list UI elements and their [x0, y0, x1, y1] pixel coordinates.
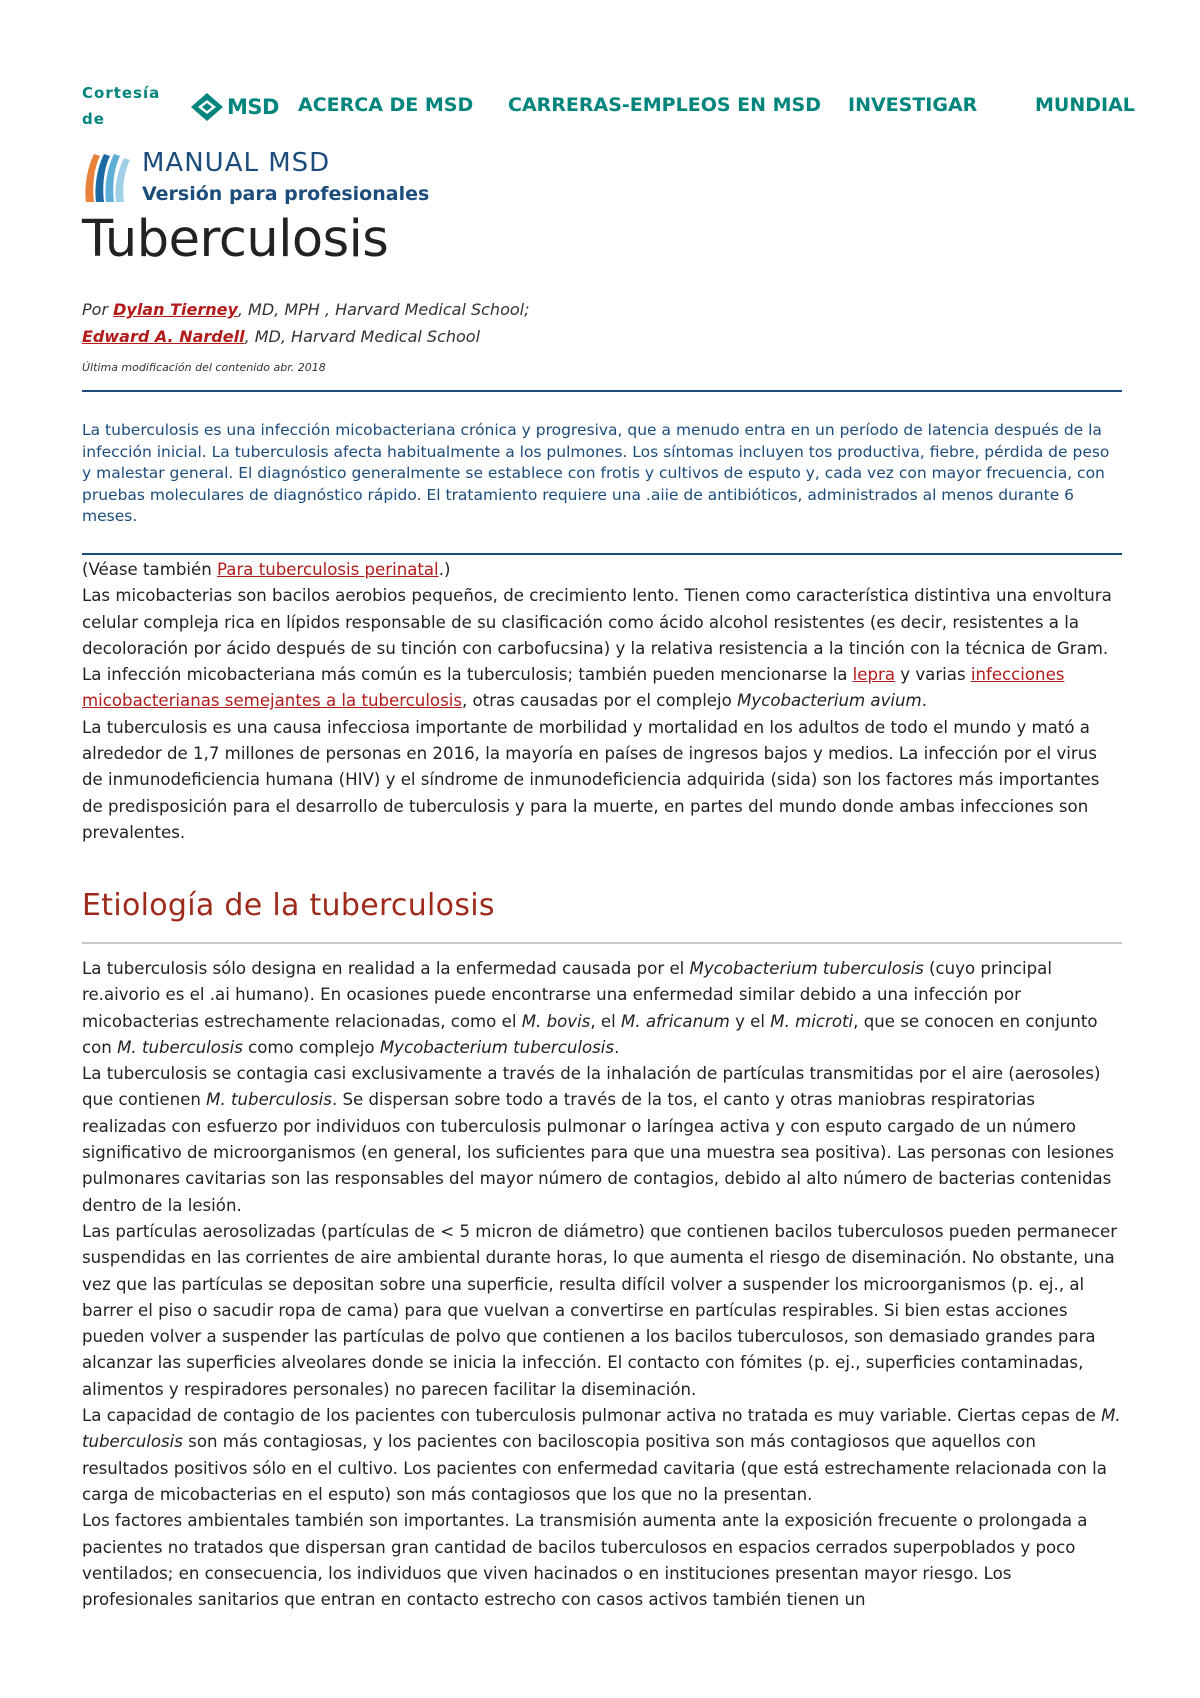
nav-mundial[interactable]: MUNDIAL: [1035, 94, 1135, 116]
text-span: son más contagiosas, y los pacientes con baciloscopia positiva son más contagiosos que aquellos con resultados positivos sólo en el cultivo. Los pacientes con enfermedad cavitaria (que está estrechamente relacionada con la carga de micobacterias en el esputo) son más contagiosos que los que no la presentan.: [82, 1432, 1107, 1504]
text-span: (cuyo principal re.aivorio es el .ai humano). En ocasiones puede encontrarse una enfermedad similar debido a una infección por micobacterias estrechamente relacionadas, como el: [82, 959, 1052, 1031]
text-span: y varias: [894, 665, 971, 685]
paragraph-etiology-1: [82, 956, 1122, 1061]
section-title-etiology: Etiología de la tuberculosis: [82, 888, 495, 923]
text-span: . Se dispersan sobre todo a través de la tos, el canto y otras maniobras respiratorias realizadas con esfuerzo por individuos con tuberculosis pulmonar o laríngea activa y con esputo cargado de un número significativo de microorganismos (en general, los suficientes para que una muestra sea positiva). Las personas con lesiones pulmonares cavitarias son las responsables del mayor número de contagios, debido al alto número de bacterias contenidas dentro de la lesión.: [82, 1090, 1115, 1215]
paragraph-epidemiology: La tuberculosis es una causa infecciosa importante de morbilidad y mortalidad en los adultos de todo el mundo y mató a alrededor de 1,7 millones de personas en 2016, la mayoría en países de ingresos bajos y medios. La infección por el virus de inmunodeficiencia humana (HIV) y el síndrome de inmunodeficiencia adquirida (sida) son los factores más importantes de predisposición para el desarrollo de tuberculosis y para la muerte, en partes del mundo donde ambas infecciones son prevalentes.: [82, 717, 1100, 842]
species-name: M. microti: [770, 1011, 854, 1031]
intro-body: [82, 557, 1122, 846]
author-link-nardell[interactable]: Edward A. Nardell: [82, 327, 245, 346]
page-title: Tuberculosis: [82, 210, 389, 269]
author-line-2: [82, 323, 529, 350]
species-name: M. bovis: [521, 1011, 591, 1031]
top-nav: [82, 80, 1135, 136]
author-link-tierney[interactable]: Dylan Tierney: [113, 300, 238, 319]
species-name: M. tuberculosis: [117, 1037, 243, 1057]
courtesy-line-1: Cortesía: [82, 84, 161, 102]
author-line-1: [82, 296, 529, 323]
authors: [82, 296, 529, 350]
see-also-prefix: (Véase también: [82, 560, 218, 579]
manual-subtitle: Versión para profesionales: [142, 183, 430, 205]
text-span: .: [614, 1037, 620, 1057]
nav-investigar[interactable]: INVESTIGAR: [848, 94, 978, 116]
nav-carreras-empleos[interactable]: CARRERAS-EMPLEOS EN MSD: [508, 94, 821, 116]
manual-msd-header[interactable]: [82, 140, 582, 206]
paragraph-etiology-4: [82, 1403, 1122, 1508]
author2-affiliation: , MD, Harvard Medical School: [244, 327, 481, 346]
text-span: y el: [729, 1011, 771, 1031]
manual-brand: MANUAL MSD: [142, 148, 331, 178]
species-name: M. tuberculosis: [82, 1406, 1121, 1452]
summary-abstract: La tuberculosis es una infección micobacteriana crónica y progresiva, que a menudo entra en un período de latencia después de la infección inicial. La tuberculosis afecta habitualmente a los pulmones. Los síntomas incluyen tos productiva, fiebre, pérdida de peso y malestar general. El diagnóstico generalmente se establece con frotis y cultivos de esputo y, cada vez con mayor frecuencia, con pruebas moleculares de diagnóstico rápido. El tratamiento requiere una .aiie de antibióticos, administrados al menos durante 6 meses.: [82, 421, 1110, 525]
see-also-line: [82, 557, 1122, 583]
text-span: .: [921, 691, 927, 711]
text-span: La tuberculosis se contagia casi exclusivamente a través de la inhalación de partículas transmitidas por el aire (aerosoles) que contienen: [82, 1064, 1101, 1110]
text-span: La tuberculosis sólo designa en realidad a la enfermedad causada por el: [82, 959, 690, 978]
author1-affiliation: , MD, MPH , Harvard Medical School;: [237, 300, 530, 319]
msd-logo[interactable]: [190, 92, 279, 122]
text-span: , el: [590, 1011, 621, 1031]
lepra-link[interactable]: lepra: [852, 665, 895, 685]
text-span: , que se conocen en conjunto con: [82, 1011, 1098, 1057]
species-name: M. africanum: [621, 1011, 730, 1031]
paragraph-etiology-5: Los factores ambientales también son importantes. La transmisión aumenta ante la exposición frecuente o prolongada a pacientes no tratados que dispersan gran cantidad de bacilos tuberculosos en espacios cerrados superpoblados y poco ventilados; en consecuencia, los individuos que viven hacinados o en instituciones presentan mayor riesgo. Los profesionales sanitarios que entran en contacto estrecho con casos activos también tienen un: [82, 1511, 1088, 1610]
summary-top-rule: [82, 390, 1122, 392]
species-name: Mycobacterium tuberculosis: [379, 1037, 615, 1057]
species-name: Mycobacterium avium: [737, 691, 922, 711]
etiology-body: [82, 956, 1122, 1613]
courtesy-label: [82, 80, 172, 132]
ntm-infections-link[interactable]: infecciones micobacterianas semejantes a la tuberculosis: [82, 665, 1065, 711]
perinatal-tb-link[interactable]: Para tuberculosis perinatal: [217, 560, 439, 579]
by-label: Por: [82, 300, 109, 319]
paragraph-etiology-3: Las partículas aerosolizadas (partículas de < 5 micron de diámetro) que contienen bacilos tuberculosos pueden permanecer suspendidas en las corrientes de aire ambiental durante horas, lo que aumenta el riesgo de diseminación. No obstante, una vez que las partículas se depositan sobre una superficie, resulta difícil volver a suspender los microorganismos (p. ej., al barrer el piso o sacudir ropa de cama) para que vuelvan a convertirse en partículas respirables. Si bien estas acciones pueden volver a suspender las partículas de polvo que contienen a los bacilos tuberculosos, son demasiado grandes para alcanzar las superficies alveolares donde se inicia la infección. El contacto con fómites (p. ej., superficies contaminadas, alimentos y respiradores personales) no parecen facilitar la diseminación.: [82, 1221, 1118, 1399]
text-span: , otras causadas por el complejo: [461, 691, 738, 711]
species-name: M. tuberculosis: [206, 1090, 332, 1110]
msd-logo-text: MSD: [227, 95, 279, 119]
text-span: como complejo: [242, 1037, 380, 1057]
paragraph-etiology-2: [82, 1061, 1122, 1219]
courtesy-line-2: de: [82, 110, 105, 128]
nav-acerca-de-msd[interactable]: ACERCA DE MSD: [298, 94, 474, 116]
see-also-suffix: .): [438, 560, 451, 579]
section-divider: [82, 942, 1122, 944]
summary-bottom-rule: [82, 553, 1122, 555]
paragraph-mycobacteria: [82, 583, 1122, 714]
msd-logo-icon: [190, 92, 224, 122]
manual-logo-icon: [82, 144, 132, 204]
text-span: Las micobacterias son bacilos aerobios pequeños, de crecimiento lento. Tienen como característica distintiva una envoltura celular compleja rica en lípidos responsable de su clasificación como ácido alcohol resistentes (es decir, resistentes a la decoloración por ácido después de su tinción con carbofucsina) y la relativa resistencia a la tinción con la técnica de Gram. La infección micobacteriana más común es la tuberculosis; también pueden mencionarse la: [82, 586, 1112, 685]
species-name: Mycobacterium tuberculosis: [689, 959, 924, 978]
last-modified: Última modificación del contenido abr. 2018: [82, 361, 326, 374]
text-span: La capacidad de contagio de los pacientes con tuberculosis pulmonar activa no tratada es muy variable. Ciertas cepas de: [82, 1406, 1102, 1426]
